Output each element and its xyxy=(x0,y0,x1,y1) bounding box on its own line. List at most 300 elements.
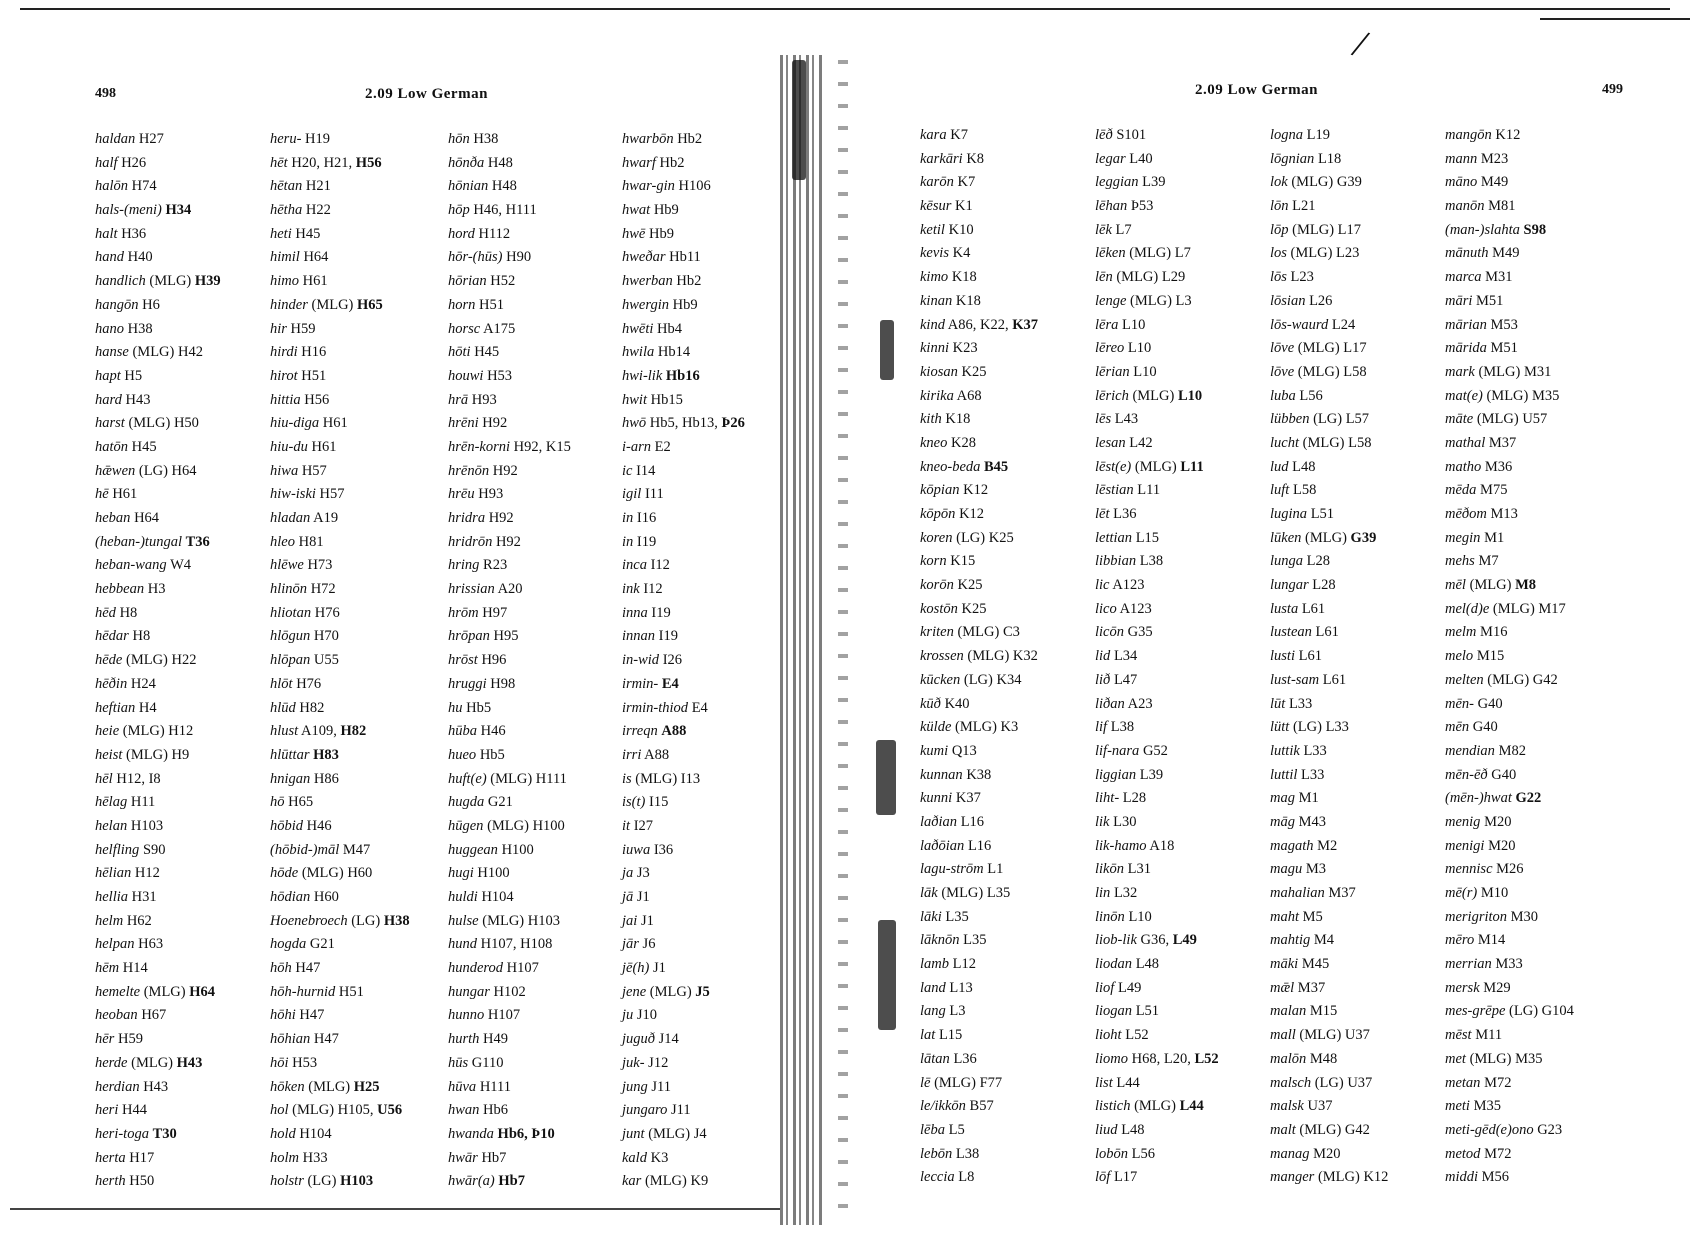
reference: L28 xyxy=(1306,553,1331,570)
reference: K7 xyxy=(957,174,976,191)
headword: kirika xyxy=(920,387,954,404)
headword: holstr xyxy=(270,1173,304,1190)
reference: H92 xyxy=(482,415,508,432)
headword: kith xyxy=(920,411,942,428)
reference: H61 xyxy=(112,486,138,503)
reference: (MLG) G42 xyxy=(1487,671,1558,688)
index-entry xyxy=(270,673,410,697)
reference: I26 xyxy=(662,652,683,669)
index-entry xyxy=(95,673,221,697)
pen-mark: / xyxy=(1347,20,1374,67)
headword: lēken xyxy=(1095,245,1126,262)
index-entry xyxy=(1445,574,1574,598)
reference: (MLG) L58 xyxy=(1302,434,1372,451)
index-entry xyxy=(1445,906,1574,930)
reference: L48 xyxy=(1121,1121,1145,1138)
reference: L38 xyxy=(955,1145,980,1162)
headword: kūcken xyxy=(920,671,961,688)
reference: H6 xyxy=(142,296,160,313)
headword: hiwa xyxy=(270,462,299,479)
index-entry xyxy=(95,152,221,176)
index-entry xyxy=(1270,716,1388,740)
headword: hurth xyxy=(448,1031,480,1048)
index-entry xyxy=(448,744,571,768)
headword: lik xyxy=(1095,813,1110,830)
headword: kūð xyxy=(920,695,941,712)
reference: U55 xyxy=(313,652,339,669)
headword: lagu-strōm xyxy=(920,861,984,878)
reference: I27 xyxy=(633,817,654,834)
headword: mark xyxy=(1445,363,1475,380)
headword: mē(r) xyxy=(1445,885,1478,901)
index-entry xyxy=(920,266,1038,290)
headword: malan xyxy=(1270,1003,1307,1020)
reference: L28 xyxy=(1312,577,1336,594)
index-entry xyxy=(1095,242,1219,266)
index-entry xyxy=(270,981,410,1005)
headword: lið xyxy=(1095,671,1111,688)
headword: hals-(meni) xyxy=(95,202,162,219)
headword: hōbid xyxy=(270,817,304,834)
reference: L8 xyxy=(958,1169,975,1186)
headword: meti xyxy=(1445,1098,1470,1115)
headword: māg xyxy=(1270,813,1295,830)
headword: hebbean xyxy=(95,581,145,598)
reference: (MLG) xyxy=(1132,387,1175,404)
index-entry xyxy=(920,693,1038,717)
index-entry xyxy=(270,602,410,626)
index-entry xyxy=(270,1052,410,1076)
index-entry xyxy=(1270,1095,1388,1119)
reference: L33 xyxy=(1303,742,1327,759)
reference: (MLG) F77 xyxy=(934,1074,1003,1091)
scan-blot xyxy=(792,60,806,180)
headword: himo xyxy=(270,273,299,290)
headword: lōp xyxy=(1270,221,1289,238)
index-entry xyxy=(1445,1119,1574,1143)
headword: hueo xyxy=(448,746,477,763)
index-entry xyxy=(1270,242,1388,266)
index-entry xyxy=(1445,716,1574,740)
reference: (MLG) I13 xyxy=(635,770,701,787)
headword: Hoenebroech xyxy=(270,912,348,929)
headword: (man-)slahta xyxy=(1445,221,1520,238)
index-entry xyxy=(1270,337,1388,361)
reference: H12, I8 xyxy=(116,770,161,787)
index-entry xyxy=(1270,811,1388,835)
reference: H36 xyxy=(121,225,147,242)
reference: H74 xyxy=(131,178,157,195)
index-entry xyxy=(270,578,410,602)
reference: L23 xyxy=(1290,269,1314,286)
headword: lioht xyxy=(1095,1027,1122,1044)
reference: K3 xyxy=(650,1149,669,1166)
index-entry xyxy=(1095,171,1219,195)
headword: kinan xyxy=(920,292,953,309)
index-entry xyxy=(1095,953,1219,977)
reference: (MLG) H50 xyxy=(128,415,199,432)
headword: hard xyxy=(95,391,122,408)
index-entry xyxy=(95,578,221,602)
reference: L3 xyxy=(949,1003,966,1020)
index-entry xyxy=(1095,1143,1219,1167)
reference: K38 xyxy=(966,766,992,783)
headword: kneo xyxy=(920,434,948,451)
headword: lēð xyxy=(1095,127,1113,143)
headword: lēba xyxy=(920,1121,945,1138)
index-entry xyxy=(1445,669,1574,693)
reference: M53 xyxy=(1490,316,1518,333)
headword: kēsur xyxy=(920,198,952,215)
headword: lēn xyxy=(1095,269,1113,286)
index-entry xyxy=(95,436,221,460)
reference: K23 xyxy=(952,340,978,357)
reference: (MLG) K12 xyxy=(1317,1169,1389,1186)
headword: kostōn xyxy=(920,600,958,617)
index-entry xyxy=(1270,977,1388,1001)
headword: hētan xyxy=(270,178,303,195)
reference: (MLG) U37 xyxy=(1299,1027,1370,1044)
headword: lettian xyxy=(1095,529,1133,546)
reference: Hb2 xyxy=(677,131,703,147)
index-entry xyxy=(270,886,410,910)
index-entry xyxy=(1445,314,1574,338)
index-entry xyxy=(448,199,571,223)
index-entry xyxy=(1095,693,1219,717)
headword: mendian xyxy=(1445,742,1495,759)
index-entry xyxy=(920,242,1038,266)
index-entry xyxy=(95,933,221,957)
headword: lik-hamo xyxy=(1095,837,1147,854)
index-entry xyxy=(1270,171,1388,195)
index-entry xyxy=(622,199,745,223)
index-entry xyxy=(95,625,221,649)
headword: jai xyxy=(622,912,638,929)
index-entry xyxy=(1095,1048,1219,1072)
headword: mehs xyxy=(1445,553,1475,570)
reference: I19 xyxy=(636,533,657,550)
reference: H38 xyxy=(473,131,499,147)
reference: A86, K22, xyxy=(947,316,1009,333)
index-entry xyxy=(95,1052,221,1076)
reference: M37 xyxy=(1297,979,1326,996)
reference: H65 xyxy=(288,794,314,811)
reference: H76 xyxy=(314,604,340,621)
index-entry xyxy=(448,933,571,957)
index-entry xyxy=(622,673,745,697)
headword: hǣwen xyxy=(95,462,136,479)
headword: manōn xyxy=(1445,198,1485,215)
headword: lēstian xyxy=(1095,482,1134,499)
index-entry xyxy=(1270,527,1388,551)
index-entry xyxy=(1445,503,1574,527)
headword: liggian xyxy=(1095,766,1137,783)
reference: K40 xyxy=(944,695,970,712)
index-entry xyxy=(270,554,410,578)
reference: Þ53 xyxy=(1130,198,1154,215)
headword: korōn xyxy=(920,577,954,594)
reference: E2 xyxy=(654,438,671,455)
reference: (MLG) M35 xyxy=(1469,1050,1543,1067)
index-entry xyxy=(1095,408,1219,432)
headword: hwanda xyxy=(448,1125,494,1142)
reference: H60 xyxy=(313,889,339,905)
index-entry xyxy=(95,341,221,365)
headword: lud xyxy=(1270,458,1289,475)
index-entry xyxy=(622,341,745,365)
headword: mag xyxy=(1270,790,1295,807)
headword: hlēwe xyxy=(270,557,304,574)
headword: logna xyxy=(1270,127,1304,143)
reference: H93 xyxy=(471,391,497,408)
headword: helpan xyxy=(95,936,135,953)
index-entry xyxy=(920,906,1038,930)
headword: lebōn xyxy=(920,1145,953,1162)
headword: hridrōn xyxy=(448,533,493,550)
reference: L34 xyxy=(1113,648,1138,665)
headword: hrēnōn xyxy=(448,462,490,479)
headword: heri xyxy=(95,1102,119,1119)
headword: hētha xyxy=(270,202,303,219)
index-entry xyxy=(95,1170,221,1194)
index-entry xyxy=(1270,858,1388,882)
reference: H95 xyxy=(493,628,519,645)
reference: H62 xyxy=(126,912,152,929)
headword: krossen xyxy=(920,648,964,665)
index-entry xyxy=(270,531,410,555)
reference: Hb14 xyxy=(657,344,691,361)
index-entry xyxy=(920,716,1038,740)
reference: L31 xyxy=(1127,861,1151,878)
headword: lōs xyxy=(1270,269,1287,286)
reference: K18 xyxy=(955,292,981,309)
headword: hwār(a) xyxy=(448,1173,495,1190)
index-entry xyxy=(1095,929,1219,953)
reference: A23 xyxy=(1127,695,1153,712)
headword: heban-wang xyxy=(95,557,167,574)
headword: hring xyxy=(448,557,480,574)
index-entry xyxy=(270,223,410,247)
headword: hwarbōn xyxy=(622,131,674,147)
index-entry xyxy=(448,768,571,792)
headword: lat xyxy=(920,1027,936,1044)
index-column xyxy=(1095,124,1219,1190)
headword: koren xyxy=(920,529,953,546)
reference: H48 xyxy=(487,154,513,171)
headword: land xyxy=(920,979,946,996)
index-entry xyxy=(270,128,410,152)
index-entry xyxy=(448,554,571,578)
index-entry xyxy=(1095,124,1219,148)
headword: hulse xyxy=(448,912,479,929)
headword: lōs-waurd xyxy=(1270,316,1329,333)
headword: luft xyxy=(1270,482,1290,499)
reference-bold: H103 xyxy=(340,1173,374,1190)
index-entry xyxy=(622,1004,745,1028)
index-entry xyxy=(1445,171,1574,195)
reference: (MLG) K3 xyxy=(955,719,1019,736)
headword: lōve xyxy=(1270,363,1295,380)
headword: legar xyxy=(1095,150,1126,167)
headword: māte xyxy=(1445,411,1474,428)
index-entry xyxy=(448,839,571,863)
index-entry xyxy=(1445,242,1574,266)
index-entry xyxy=(270,436,410,460)
index-entry xyxy=(1445,645,1574,669)
headword: list xyxy=(1095,1074,1113,1091)
reference: L7 xyxy=(1115,221,1132,238)
index-entry xyxy=(1445,1000,1574,1024)
reference: H17 xyxy=(129,1149,155,1166)
headword: jung xyxy=(622,1078,648,1095)
headword: merigriton xyxy=(1445,908,1508,925)
index-entry xyxy=(1270,645,1388,669)
reference: L11 xyxy=(1137,482,1161,499)
reference: H72 xyxy=(310,581,336,598)
index-entry xyxy=(448,1170,571,1194)
headword: mēn-ēð xyxy=(1445,766,1488,783)
headword: hrōst xyxy=(448,652,478,669)
headword: lic xyxy=(1095,577,1110,594)
index-entry xyxy=(622,625,745,649)
headword: heftian xyxy=(95,699,136,716)
index-entry xyxy=(622,483,745,507)
index-entry xyxy=(448,886,571,910)
reference: M51 xyxy=(1476,292,1504,309)
reference: L51 xyxy=(1135,1003,1160,1020)
reference: K37 xyxy=(955,790,981,807)
reference: I12 xyxy=(643,581,663,598)
reference: M31 xyxy=(1485,269,1513,286)
reference: M56 xyxy=(1481,1169,1510,1186)
reference: H92 xyxy=(488,510,514,526)
reference: H61 xyxy=(311,438,337,455)
index-entry xyxy=(1095,1095,1219,1119)
reference: B57 xyxy=(969,1098,994,1115)
reference: R23 xyxy=(483,557,508,574)
reference: A68 xyxy=(956,387,982,404)
index-entry xyxy=(920,550,1038,574)
index-entry xyxy=(270,791,410,815)
index-entry xyxy=(1445,337,1574,361)
index-entry xyxy=(1095,266,1219,290)
headword: hiu-du xyxy=(270,438,308,455)
headword: hrissian xyxy=(448,581,495,598)
headword: hinder xyxy=(270,296,308,313)
headword: hwār xyxy=(448,1149,478,1166)
headword: hēt xyxy=(270,154,288,171)
headword: lēreo xyxy=(1095,340,1125,357)
right-page xyxy=(850,0,1694,1238)
index-entry xyxy=(1445,456,1574,480)
reference: (MLG) H12 xyxy=(122,723,194,740)
headword: hwila xyxy=(622,344,655,361)
headword: hēlian xyxy=(95,865,132,882)
index-entry xyxy=(448,318,571,342)
index-entry xyxy=(1270,835,1388,859)
headword: melten xyxy=(1445,671,1484,688)
index-entry xyxy=(920,574,1038,598)
reference: H47 xyxy=(295,960,321,977)
reference: M20 xyxy=(1313,1145,1341,1162)
reference: (MLG) xyxy=(131,1054,173,1071)
index-entry xyxy=(1095,337,1219,361)
reference: (LG) K34 xyxy=(963,671,1022,688)
headword: lōve xyxy=(1270,340,1295,357)
headword: kind xyxy=(920,316,945,333)
headword: mahalian xyxy=(1270,885,1325,901)
headword: hlust xyxy=(270,723,299,740)
index-entry xyxy=(95,1028,221,1052)
reference: J10 xyxy=(636,1007,658,1024)
reference: M35 xyxy=(1473,1098,1501,1115)
index-entry xyxy=(448,507,571,531)
reference: A123 xyxy=(1112,577,1145,594)
index-entry xyxy=(920,432,1038,456)
headword: huft(e) xyxy=(448,770,487,787)
headword: hōh xyxy=(270,960,292,977)
reference: H59 xyxy=(117,1031,143,1048)
index-entry xyxy=(920,645,1038,669)
reference: H48 xyxy=(491,178,517,195)
headword: hiu-diga xyxy=(270,415,320,432)
reference: H92 xyxy=(495,533,521,550)
reference: M30 xyxy=(1510,908,1539,925)
reference: H51 xyxy=(338,983,364,1000)
index-entry xyxy=(448,981,571,1005)
index-entry xyxy=(1270,456,1388,480)
index-entry xyxy=(95,223,221,247)
reference: H43 xyxy=(143,1078,169,1095)
headword: le/ikkōn xyxy=(920,1098,966,1115)
headword: hrēu xyxy=(448,486,475,503)
headword: (heban-)tungal xyxy=(95,533,182,550)
reference: H52 xyxy=(490,273,516,290)
headword: hridra xyxy=(448,510,486,526)
headword: lāki xyxy=(920,908,942,925)
index-column xyxy=(95,128,221,1194)
reference: (LG) U37 xyxy=(1314,1074,1373,1091)
headword: manag xyxy=(1270,1145,1310,1162)
reference: L39 xyxy=(1139,766,1164,783)
index-entry xyxy=(270,839,410,863)
reference: M15 xyxy=(1476,648,1505,665)
headword: irri xyxy=(622,746,642,763)
reference: J6 xyxy=(642,936,656,953)
reference: A18 xyxy=(1149,837,1175,854)
index-entry xyxy=(448,697,571,721)
index-entry xyxy=(1270,266,1388,290)
headword: hund xyxy=(448,936,477,953)
headword: hlōgun xyxy=(270,628,311,645)
reference: I19 xyxy=(651,604,671,621)
index-entry xyxy=(1270,361,1388,385)
reference: L33 xyxy=(1301,766,1325,783)
reference: H51 xyxy=(301,367,327,384)
index-entry xyxy=(1270,621,1388,645)
headword: hōhian xyxy=(270,1031,311,1048)
reference: Hb5 xyxy=(466,699,492,716)
reference: L43 xyxy=(1114,411,1139,428)
headword: hwergin xyxy=(622,296,669,313)
index-entry xyxy=(622,791,745,815)
headword: lāk xyxy=(920,885,938,901)
headword: juk- xyxy=(622,1054,645,1071)
headword: hēd xyxy=(95,604,116,621)
reference: (MLG) H60 xyxy=(301,865,373,882)
index-entry xyxy=(1270,195,1388,219)
index-entry xyxy=(622,318,745,342)
